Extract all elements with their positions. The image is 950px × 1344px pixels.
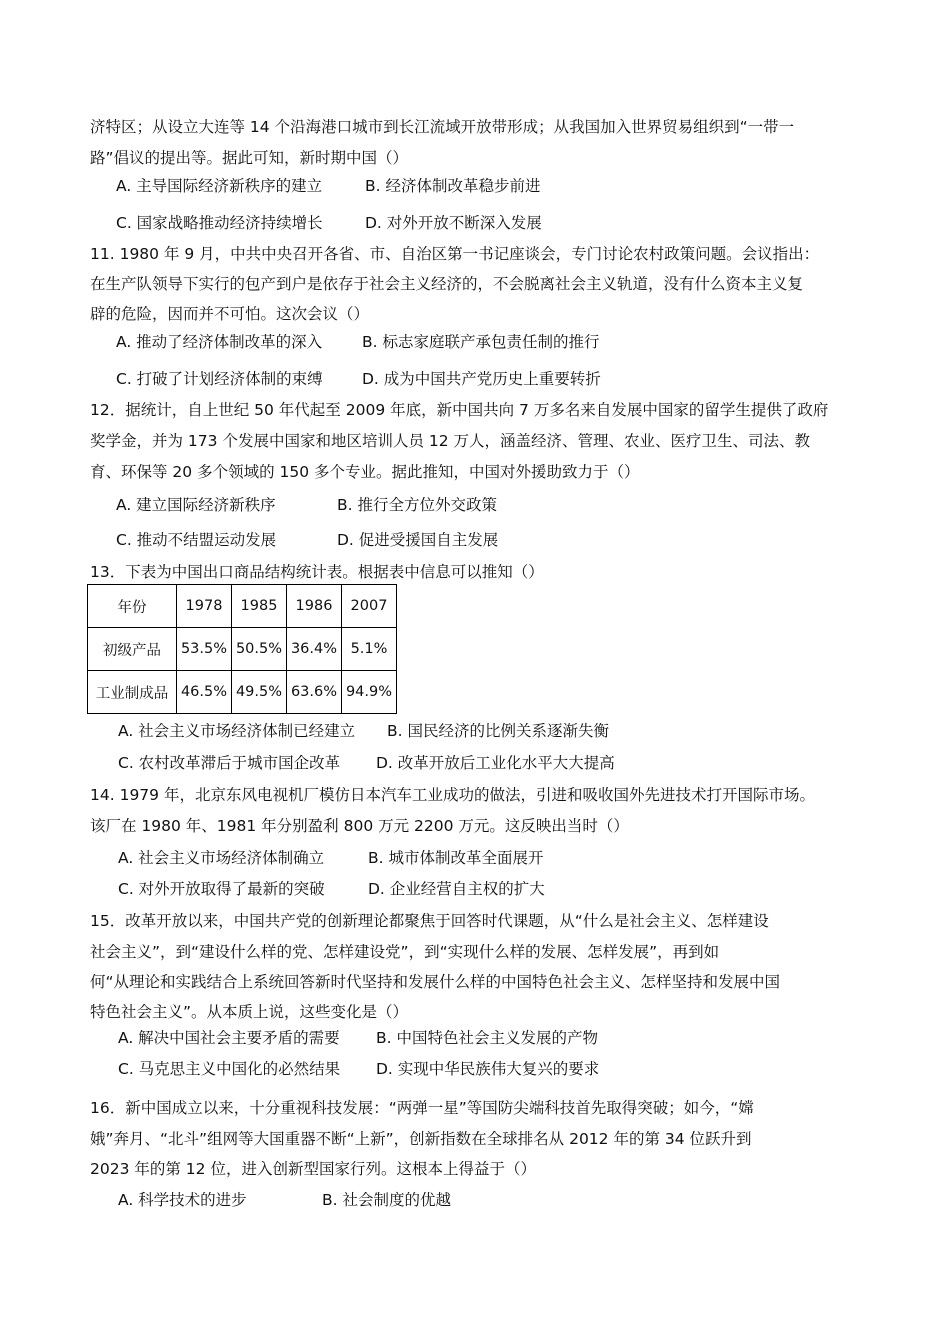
table-header-cell: 2007 [342,585,397,628]
q13-option-b[interactable]: B. 国民经济的比例关系逐渐失衡 [387,722,609,740]
q11-stem-line-3: 辟的危险，因而并不可怕。这次会议（） [90,305,370,323]
table-cell: 53.5% [177,628,232,671]
q12-option-a[interactable]: A. 建立国际经济新秩序 [116,496,276,514]
table-row [88,671,397,714]
q13-option-d[interactable]: D. 改革开放后工业化水平大大提高 [376,754,615,772]
q16-stem-line-1: 16．新中国成立以来，十分重视科技发展：“两弹一星”等国防尖端科技首先取得突破；如今，“嫦 [90,1099,754,1117]
q13-option-c[interactable]: C. 农村改革滞后于城市国企改革 [118,754,341,772]
table-cell: 94.9% [342,671,397,714]
q13-stem-line-1: 13．下表为中国出口商品结构统计表。根据表中信息可以推知（） [90,563,544,581]
q11-option-a[interactable]: A. 推动了经济体制改革的深入 [116,333,323,351]
q14-option-c[interactable]: C. 对外开放取得了最新的突破 [118,880,325,898]
q15-option-b[interactable]: B. 中国特色社会主义发展的产物 [376,1029,598,1047]
table-header-row [88,585,397,628]
table-cell: 36.4% [287,628,342,671]
table-cell: 5.1% [342,628,397,671]
q10-option-c[interactable]: C. 国家战略推动经济持续增长 [116,214,323,232]
q11-option-b[interactable]: B. 标志家庭联产承包责任制的推行 [362,333,600,351]
table-header-cell: 年份 [88,585,177,628]
q16-stem-line-3: 2023 年的第 12 位，进入创新型国家行列。这根本上得益于（） [90,1160,536,1178]
table-cell: 46.5% [177,671,232,714]
q12-stem-line-2: 奖学金，并为 173 个发展中国家和地区培训人员 12 万人，涵盖经济、管理、农业、医疗卫生、司法、教 [90,432,811,450]
q11-option-d[interactable]: D. 成为中国共产党历史上重要转折 [362,370,601,388]
q12-option-b[interactable]: B. 推行全方位外交政策 [337,496,497,514]
q14-option-a[interactable]: A. 社会主义市场经济体制确立 [118,849,325,867]
table-row [88,628,397,671]
table-cell: 49.5% [232,671,287,714]
table-header-cell: 1985 [232,585,287,628]
q16-option-a[interactable]: A. 科学技术的进步 [118,1191,247,1209]
q11-stem-line-1: 11. 1980 年 9 月，中共中央召开各省、市、自治区第一书记座谈会，专门讨论农村政策问题。会议指出： [90,245,820,263]
q10-option-b[interactable]: B. 经济体制改革稳步前进 [365,177,541,195]
q15-option-d[interactable]: D. 实现中华民族伟大复兴的要求 [376,1060,600,1078]
q15-stem-line-2: 社会主义”，到“建设什么样的党、怎样建设党”，到“实现什么样的发展、怎样发展”，再到如 [90,943,720,961]
q15-stem-line-1: 15．改革开放以来，中国共产党的创新理论都聚焦于回答时代课题，从“什么是社会主义、怎样建设 [90,912,769,930]
table-cell: 工业制成品 [88,671,177,714]
q12-stem-line-1: 12．据统计，自上世纪 50 年代起至 2009 年底，新中国共向 7 万多名来自发展中国家的留学生提供了政府 [90,401,829,419]
q12-stem-line-3: 育、环保等 20 多个领域的 150 多个专业。据此推知，中国对外援助致力于（） [90,463,640,481]
q12-option-d[interactable]: D. 促进受援国自主发展 [337,531,499,549]
table-header-cell: 1986 [287,585,342,628]
q10-option-d[interactable]: D. 对外开放不断深入发展 [365,214,542,232]
q15-stem-line-3: 何“从理论和实践结合上系统回答新时代坚持和发展什么样的中国特色社会主义、怎样坚持和发展中国 [90,973,781,991]
q11-option-c[interactable]: C. 打破了计划经济体制的束缚 [116,370,323,388]
q15-option-a[interactable]: A. 解决中国社会主要矛盾的需要 [118,1029,340,1047]
table-cell: 初级产品 [88,628,177,671]
q14-option-d[interactable]: D. 企业经营自主权的扩大 [368,880,545,898]
q10-stem-line-2: 路”倡议的提出等。据此可知，新时期中国（） [90,149,409,167]
q16-stem-line-2: 娥”奔月、“北斗”组网等大国重器不断“上新”，创新指数在全球排名从 2012 年的第 34 位跃升到 [90,1130,752,1148]
q14-option-b[interactable]: B. 城市体制改革全面展开 [368,849,544,867]
q15-stem-line-4: 特色社会主义”。从本质上说，这些变化是（） [90,1003,409,1021]
q15-option-c[interactable]: C. 马克思主义中国化的必然结果 [118,1060,341,1078]
q11-stem-line-2: 在生产队领导下实行的包产到户是依存于社会主义经济的，不会脱离社会主义轨道，没有什么资本主义复 [90,275,804,293]
q13-option-a[interactable]: A. 社会主义市场经济体制已经建立 [118,722,356,740]
q14-stem-line-1: 14. 1979 年，北京东风电视机厂模仿日本汽车工业成功的做法，引进和吸收国外先进技术打开国际市场。 [90,786,815,804]
q14-stem-line-2: 该厂在 1980 年、1981 年分别盈利 800 万元 2200 万元。这反映出当时（） [90,817,629,835]
export-structure-table [87,584,397,714]
table-cell: 63.6% [287,671,342,714]
table-cell: 50.5% [232,628,287,671]
q10-stem-line-1: 济特区；从设立大连等 14 个沿海港口城市到长江流域开放带形成；从我国加入世界贸易组织到“一带一 [90,118,795,136]
q10-option-a[interactable]: A. 主导国际经济新秩序的建立 [116,177,323,195]
q12-option-c[interactable]: C. 推动不结盟运动发展 [116,531,277,549]
table-header-cell: 1978 [177,585,232,628]
q16-option-b[interactable]: B. 社会制度的优越 [322,1191,451,1209]
